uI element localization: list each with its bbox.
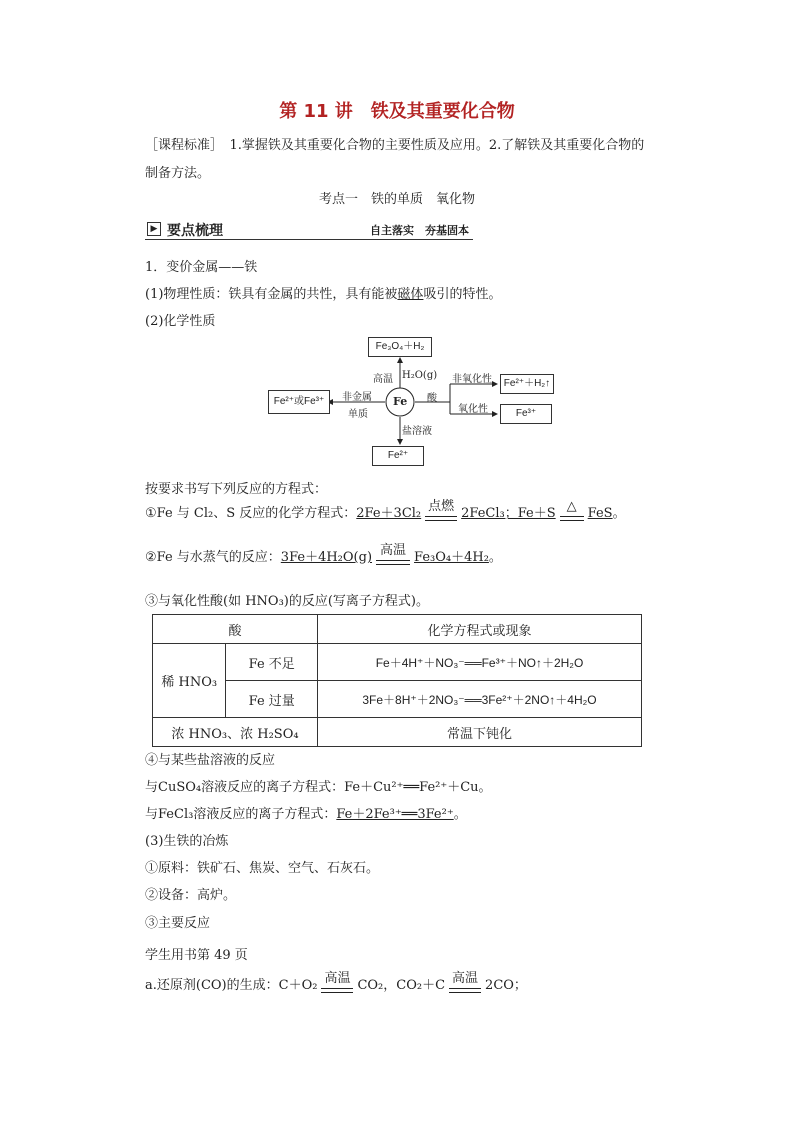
- label-oxidizing: 氧化性: [458, 404, 488, 415]
- box-fe3: Fe³⁺: [500, 404, 552, 424]
- equation-1: ①Fe 与 Cl₂、S 反应的化学方程式：2Fe＋3Cl₂ 点燃 2FeCl₃；Fe＋S △ FeS。: [145, 499, 626, 521]
- label-h2o: H₂O(g): [402, 370, 438, 381]
- label-elemental: 单质: [348, 409, 368, 420]
- table-cell-equation: Fe＋4H⁺＋NO₃⁻══Fe³⁺＋NO↑＋2H₂O: [318, 644, 642, 681]
- box-fe2-or-fe3: Fe²⁺或Fe³⁺: [268, 390, 330, 414]
- para-heading-iron: 1．变价金属——铁: [145, 260, 258, 275]
- condition-high-temp: 高温: [321, 972, 353, 993]
- para-fecl3: 与FeCl₃溶液反应的离子方程式：Fe＋2Fe³⁺══3Fe²⁺。: [145, 807, 467, 822]
- para-oxidizing-acid: ③与氧化性酸(如 HNO₃)的反应(写离子方程式)。: [145, 594, 430, 609]
- course-standard-line2: 制备方法。: [145, 166, 211, 181]
- page-reference: 学生用书第 49 页: [145, 948, 248, 963]
- box-fe2: Fe²⁺: [372, 446, 424, 466]
- box-fe2-h2: Fe²⁺＋H₂↑: [500, 374, 554, 394]
- table-cell-passivation: 常温下钝化: [318, 718, 642, 747]
- section-header: [145, 219, 473, 240]
- para-main-reactions: ③主要反应: [145, 916, 211, 931]
- table-cell-dilute-hno3: 稀 HNO₃: [153, 644, 226, 718]
- iron-reaction-diagram: [260, 334, 560, 470]
- label-salt-solution: 盐溶液: [402, 426, 432, 437]
- para-write-equations: 按要求书写下列反应的方程式：: [145, 482, 328, 497]
- para-salt-reaction: ④与某些盐溶液的反应: [145, 753, 276, 768]
- course-standard-line1: ［课程标准］ 1.掌握铁及其重要化合物的主要性质及应用。2.了解铁及其重要化合物的: [145, 138, 645, 153]
- condition-heat: △: [560, 500, 584, 521]
- acid-reaction-table: [152, 614, 642, 747]
- play-icon: ▶: [147, 222, 161, 236]
- table-header-equation: 化学方程式或现象: [318, 615, 642, 644]
- condition-ignite: 点燃: [425, 500, 457, 521]
- table-row: [153, 681, 642, 718]
- equation-2: ②Fe 与水蒸气的反应：3Fe＋4H₂O(g) 高温 Fe₃O₄＋4H₂。: [145, 543, 502, 565]
- table-row: [153, 718, 642, 747]
- para-chemical: (2)化学性质: [145, 314, 216, 329]
- para-physical: (1)物理性质：铁具有金属的共性，具有能被磁体吸引的特性。: [145, 287, 502, 302]
- table-cell-condition: Fe 不足: [226, 644, 318, 681]
- table-cell-condition: Fe 过量: [226, 681, 318, 718]
- box-fe3o4-h2: Fe₃O₄＋H₂: [368, 337, 432, 357]
- para-cuso4: 与CuSO₄溶液反应的离子方程式：Fe＋Cu²⁺══Fe²⁺＋Cu。: [145, 780, 492, 795]
- para-equipment: ②设备：高炉。: [145, 888, 237, 903]
- label-nonoxidizing: 非氧化性: [452, 374, 492, 385]
- label-high-temp: 高温: [373, 374, 393, 385]
- table-cell-conc-acids: 浓 HNO₃、浓 H₂SO₄: [153, 718, 318, 747]
- table-header-acid: 酸: [153, 615, 318, 644]
- para-pig-iron: (3)生铁的冶炼: [145, 834, 229, 849]
- condition-high-temp: 高温: [376, 544, 410, 565]
- fe-center: Fe: [393, 395, 408, 408]
- section-name: 要点梳理: [167, 223, 223, 239]
- label-acid: 酸: [427, 393, 437, 404]
- condition-high-temp: 高温: [449, 972, 481, 993]
- page-title: 第 11 讲 铁及其重要化合物: [279, 101, 515, 122]
- para-raw-materials: ①原料：铁矿石、焦炭、空气、石灰石。: [145, 861, 380, 876]
- section-slogan: 自主落实 夯基固本: [370, 224, 469, 237]
- table-header-row: [153, 615, 642, 644]
- kaodian-heading: 考点一 铁的单质 氧化物: [318, 192, 475, 207]
- table-row: [153, 644, 642, 681]
- answer-blank: 磁体: [397, 287, 424, 302]
- label-nonmetal: 非金属: [342, 392, 372, 403]
- table-cell-equation: 3Fe＋8H⁺＋2NO₃⁻══3Fe²⁺＋2NO↑＋4H₂O: [318, 681, 642, 718]
- equation-co-generation: a.还原剂(CO)的生成：C＋O₂ 高温 CO₂，CO₂＋C 高温 2CO；: [145, 971, 527, 993]
